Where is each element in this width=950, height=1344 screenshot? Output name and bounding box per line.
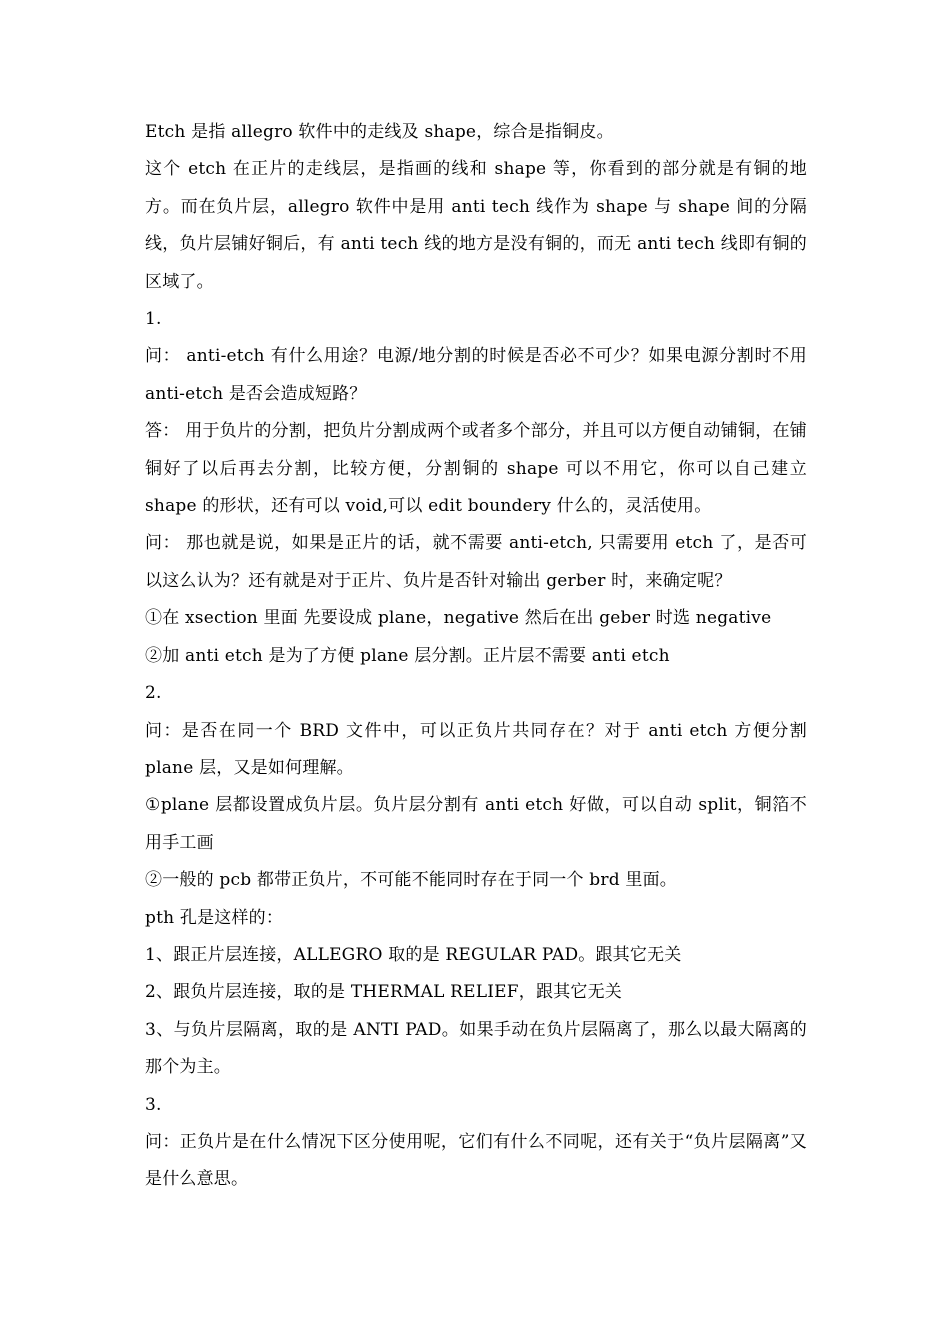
pth-item-anti-pad: 3、与负片层隔离，取的是 ANTI PAD。如果手动在负片层隔离了，那么以最大隔离的那个为主。 [145, 1019, 807, 1078]
section-number-2: 2. [145, 683, 162, 704]
answer-anti-etch-usage: 答： 用于负片的分割，把负片分割成两个或者多个部分，并且可以方便自动铺铜，在铺铜好了以后再去分割，比较方便，分割铜的 shape 可以不用它，你可以自己建立 shape 的形状，还有可以 void,可以 edit boundery 什么的，灵活使用。 [145, 421, 807, 517]
answer-item-anti-etch-plane: ②加 anti etch 是为了方便 plane 层分割。正片层不需要 anti etch [145, 645, 670, 666]
section-number-1: 1. [145, 309, 162, 330]
document-body [145, 114, 807, 1199]
answer-item-plane-negative: ①plane 层都设置成负片层。负片层分割有 anti etch 好做，可以自动 split，铜箔不用手工画 [145, 795, 807, 853]
section-number-3: 3. [145, 1094, 162, 1115]
pth-item-regular-pad: 1、跟正片层连接，ALLEGRO 取的是 REGULAR PAD。跟其它无关 [145, 944, 682, 965]
question-anti-etch-usage: 问： anti-etch 有什么用途？电源/地分割的时候是否必不可少？如果电源分割时不用 anti-etch 是否会造成短路？ [145, 346, 807, 404]
question-film-difference: 问：正负片是在什么情况下区分使用呢，它们有什么不同呢，还有关于“负片层隔离”又是什么意思。 [145, 1131, 807, 1190]
pth-item-thermal-relief: 2、跟负片层连接，取的是 THERMAL RELIEF，跟其它无关 [145, 982, 622, 1003]
pth-heading: pth 孔是这样的： [145, 907, 284, 928]
question-positive-film: 问： 那也就是说，如果是正片的话，就不需要 anti-etch, 只需要用 etch 了，是否可以这么认为？还有就是对于正片、负片是否针对输出 gerber 时，来确定呢？ [145, 533, 807, 591]
paragraph-etch-definition: Etch 是指 allegro 软件中的走线及 shape，综合是指铜皮。 [145, 122, 614, 142]
paragraph-etch-explanation: 这个 etch 在正片的走线层，是指画的线和 shape 等，你看到的部分就是有铜的地方。而在负片层，allegro 软件中是用 anti tech 线作为 shape 与 shape 间的分隔线，负片层铺好铜后，有 anti tech 线的地方是没有铜的，而无 anti tech 线即有铜的区域了。 [145, 159, 807, 292]
question-brd-coexist: 问：是否在同一个 BRD 文件中，可以正负片共同存在？对于 anti etch 方便分割 plane 层，又是如何理解。 [145, 720, 807, 778]
answer-item-pcb-films: ②一般的 pcb 都带正负片，不可能不能同时存在于同一个 brd 里面。 [145, 870, 677, 891]
answer-item-xsection: ①在 xsection 里面 先要设成 plane，negative 然后在出 geber 时选 negative [145, 608, 772, 629]
